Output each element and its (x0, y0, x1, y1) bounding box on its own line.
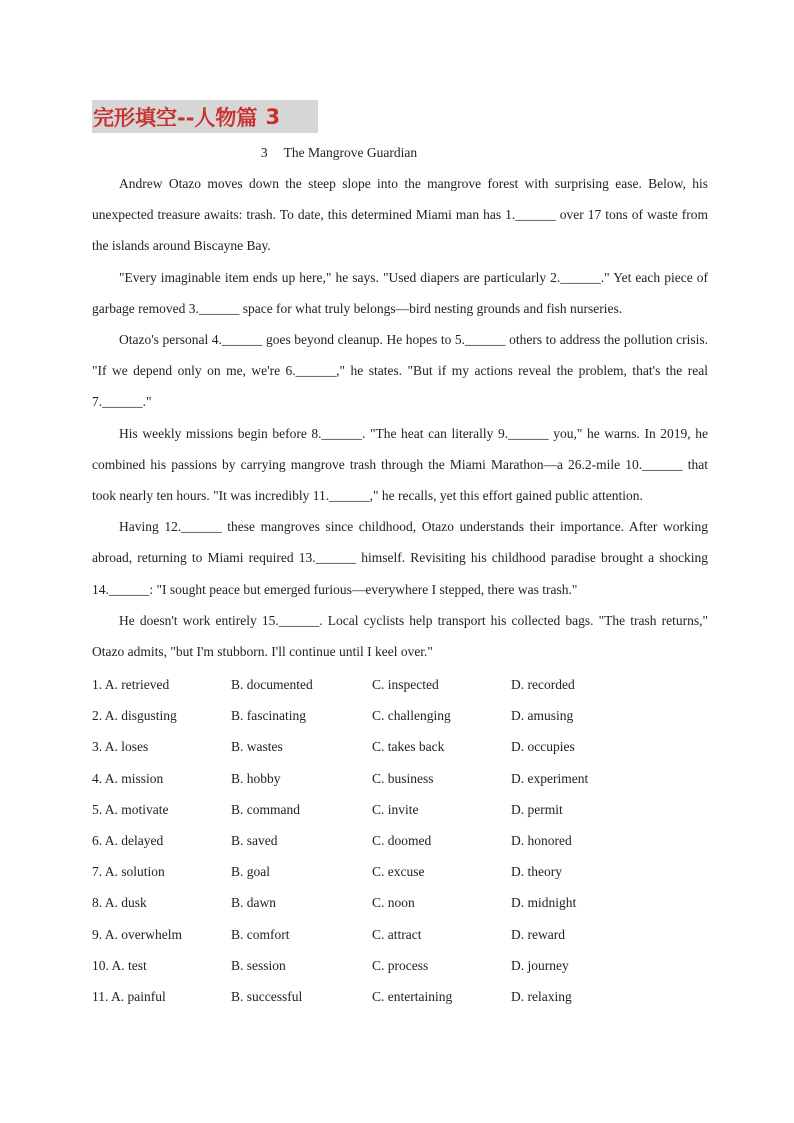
passage-paragraph: His weekly missions begin before 8.______. "The heat can literally 9.______ you," he warns. In 2019, he combined his passions by carrying mangrove trash through the Miami Marathon—a 26.2-mile 10.______ that took nearly ten hours. "It was incredibly 11.______," he recalls, yet this effort gained public attention. (92, 425, 708, 504)
option-b: B. comfort (231, 926, 290, 942)
option-c: C. entertaining (372, 988, 453, 1004)
passage-title (0, 145, 678, 161)
section-header-title: 完形填空--人物篇 (93, 105, 258, 130)
option-b: B. documented (231, 677, 313, 692)
option-c: C. challenging (372, 708, 451, 724)
question-options-row (92, 700, 708, 731)
option-b: B. dawn (231, 895, 276, 911)
passage-paragraph: "Every imaginable item ends up here," he says. "Used diapers are particularly 2.______." Yet each piece of garbage removed 3.______ space for what truly belongs—bird nesting grounds and fish nurseries. (92, 269, 708, 316)
option-b: B. command (231, 801, 300, 817)
passage-paragraph: Andrew Otazo moves down the steep slope into the mangrove forest with surprising ease. Below, his unexpected treasure awaits: trash. To date, this determined Miami man has 1.______ over 17 tons of waste from the islands around Biscayne Bay. (92, 176, 708, 254)
option-d: D. honored (511, 832, 572, 848)
passage-paragraph: He doesn't work entirely 15.______. Local cyclists help transport his collected bags. "The trash returns," Otazo admits, "but I'm stubborn. I'll continue until I keel over." (92, 612, 708, 660)
option-a: 6. A. delayed (92, 832, 164, 848)
question-options-row (92, 731, 708, 762)
option-d: D. occupies (511, 739, 575, 755)
option-a: 8. A. dusk (92, 895, 147, 911)
option-d: D. permit (511, 801, 563, 817)
passage-title-number: 3 (260, 145, 268, 160)
option-a: 3. A. loses (92, 739, 149, 755)
option-c: C. process (372, 957, 429, 973)
option-a: 1. A. retrieved (92, 677, 170, 692)
passage-body (92, 168, 708, 667)
option-d: D. amusing (511, 708, 574, 724)
option-b: B. session (231, 957, 286, 973)
option-a: 7. A. solution (92, 864, 165, 880)
question-options-row (92, 856, 708, 887)
option-d: D. theory (511, 864, 562, 880)
option-c: C. invite (372, 801, 419, 817)
option-b: B. wastes (231, 739, 283, 755)
option-a: 4. A. mission (92, 770, 164, 786)
option-b: B. saved (231, 832, 278, 848)
option-d: D. experiment (511, 770, 589, 786)
option-a: 10. A. test (92, 957, 147, 973)
question-options-row (92, 887, 708, 918)
option-c: C. inspected (372, 677, 439, 692)
option-d: D. reward (511, 926, 565, 942)
option-b: B. goal (231, 864, 270, 880)
question-options-row (92, 794, 708, 825)
option-d: D. recorded (511, 677, 575, 692)
option-c: C. attract (372, 926, 422, 942)
option-b: B. successful (231, 988, 303, 1004)
option-c: C. takes back (372, 739, 445, 755)
question-options-row (92, 825, 708, 856)
option-a: 2. A. disgusting (92, 708, 177, 724)
answer-options (92, 669, 708, 1012)
option-b: B. fascinating (231, 708, 306, 724)
question-options-row (92, 981, 708, 1012)
option-c: C. noon (372, 895, 415, 911)
question-options-row (92, 950, 708, 981)
option-c: C. excuse (372, 864, 425, 880)
section-header-number: 3 (265, 104, 281, 129)
question-options-row (92, 919, 708, 950)
passage-paragraph: Otazo's personal 4.______ goes beyond cleanup. He hopes to 5.______ others to address the pollution crisis. "If we depend only on me, we're 6.______," he states. "But if my actions reveal the problem, that's the real 7.______." (92, 332, 708, 410)
section-header-banner (92, 100, 318, 133)
option-b: B. hobby (231, 770, 281, 786)
option-c: C. business (372, 770, 434, 786)
passage-paragraph: Having 12.______ these mangroves since childhood, Otazo understands their importance. After working abroad, returning to Miami required 13.______ himself. Revisiting his childhood paradise brought a shocking 14.______: "I sought peace but emerged furious—everywhere I stepped, there was trash." (92, 519, 708, 597)
question-options-row (92, 669, 708, 700)
option-d: D. midnight (511, 895, 577, 911)
option-a: 5. A. motivate (92, 801, 169, 817)
option-a: 9. A. overwhelm (92, 926, 182, 942)
option-c: C. doomed (372, 832, 432, 848)
option-d: D. journey (511, 957, 569, 973)
option-d: D. relaxing (511, 988, 572, 1004)
question-options-row (92, 763, 708, 794)
passage-title-text: The Mangrove Guardian (283, 145, 418, 160)
option-a: 11. A. painful (92, 988, 166, 1004)
